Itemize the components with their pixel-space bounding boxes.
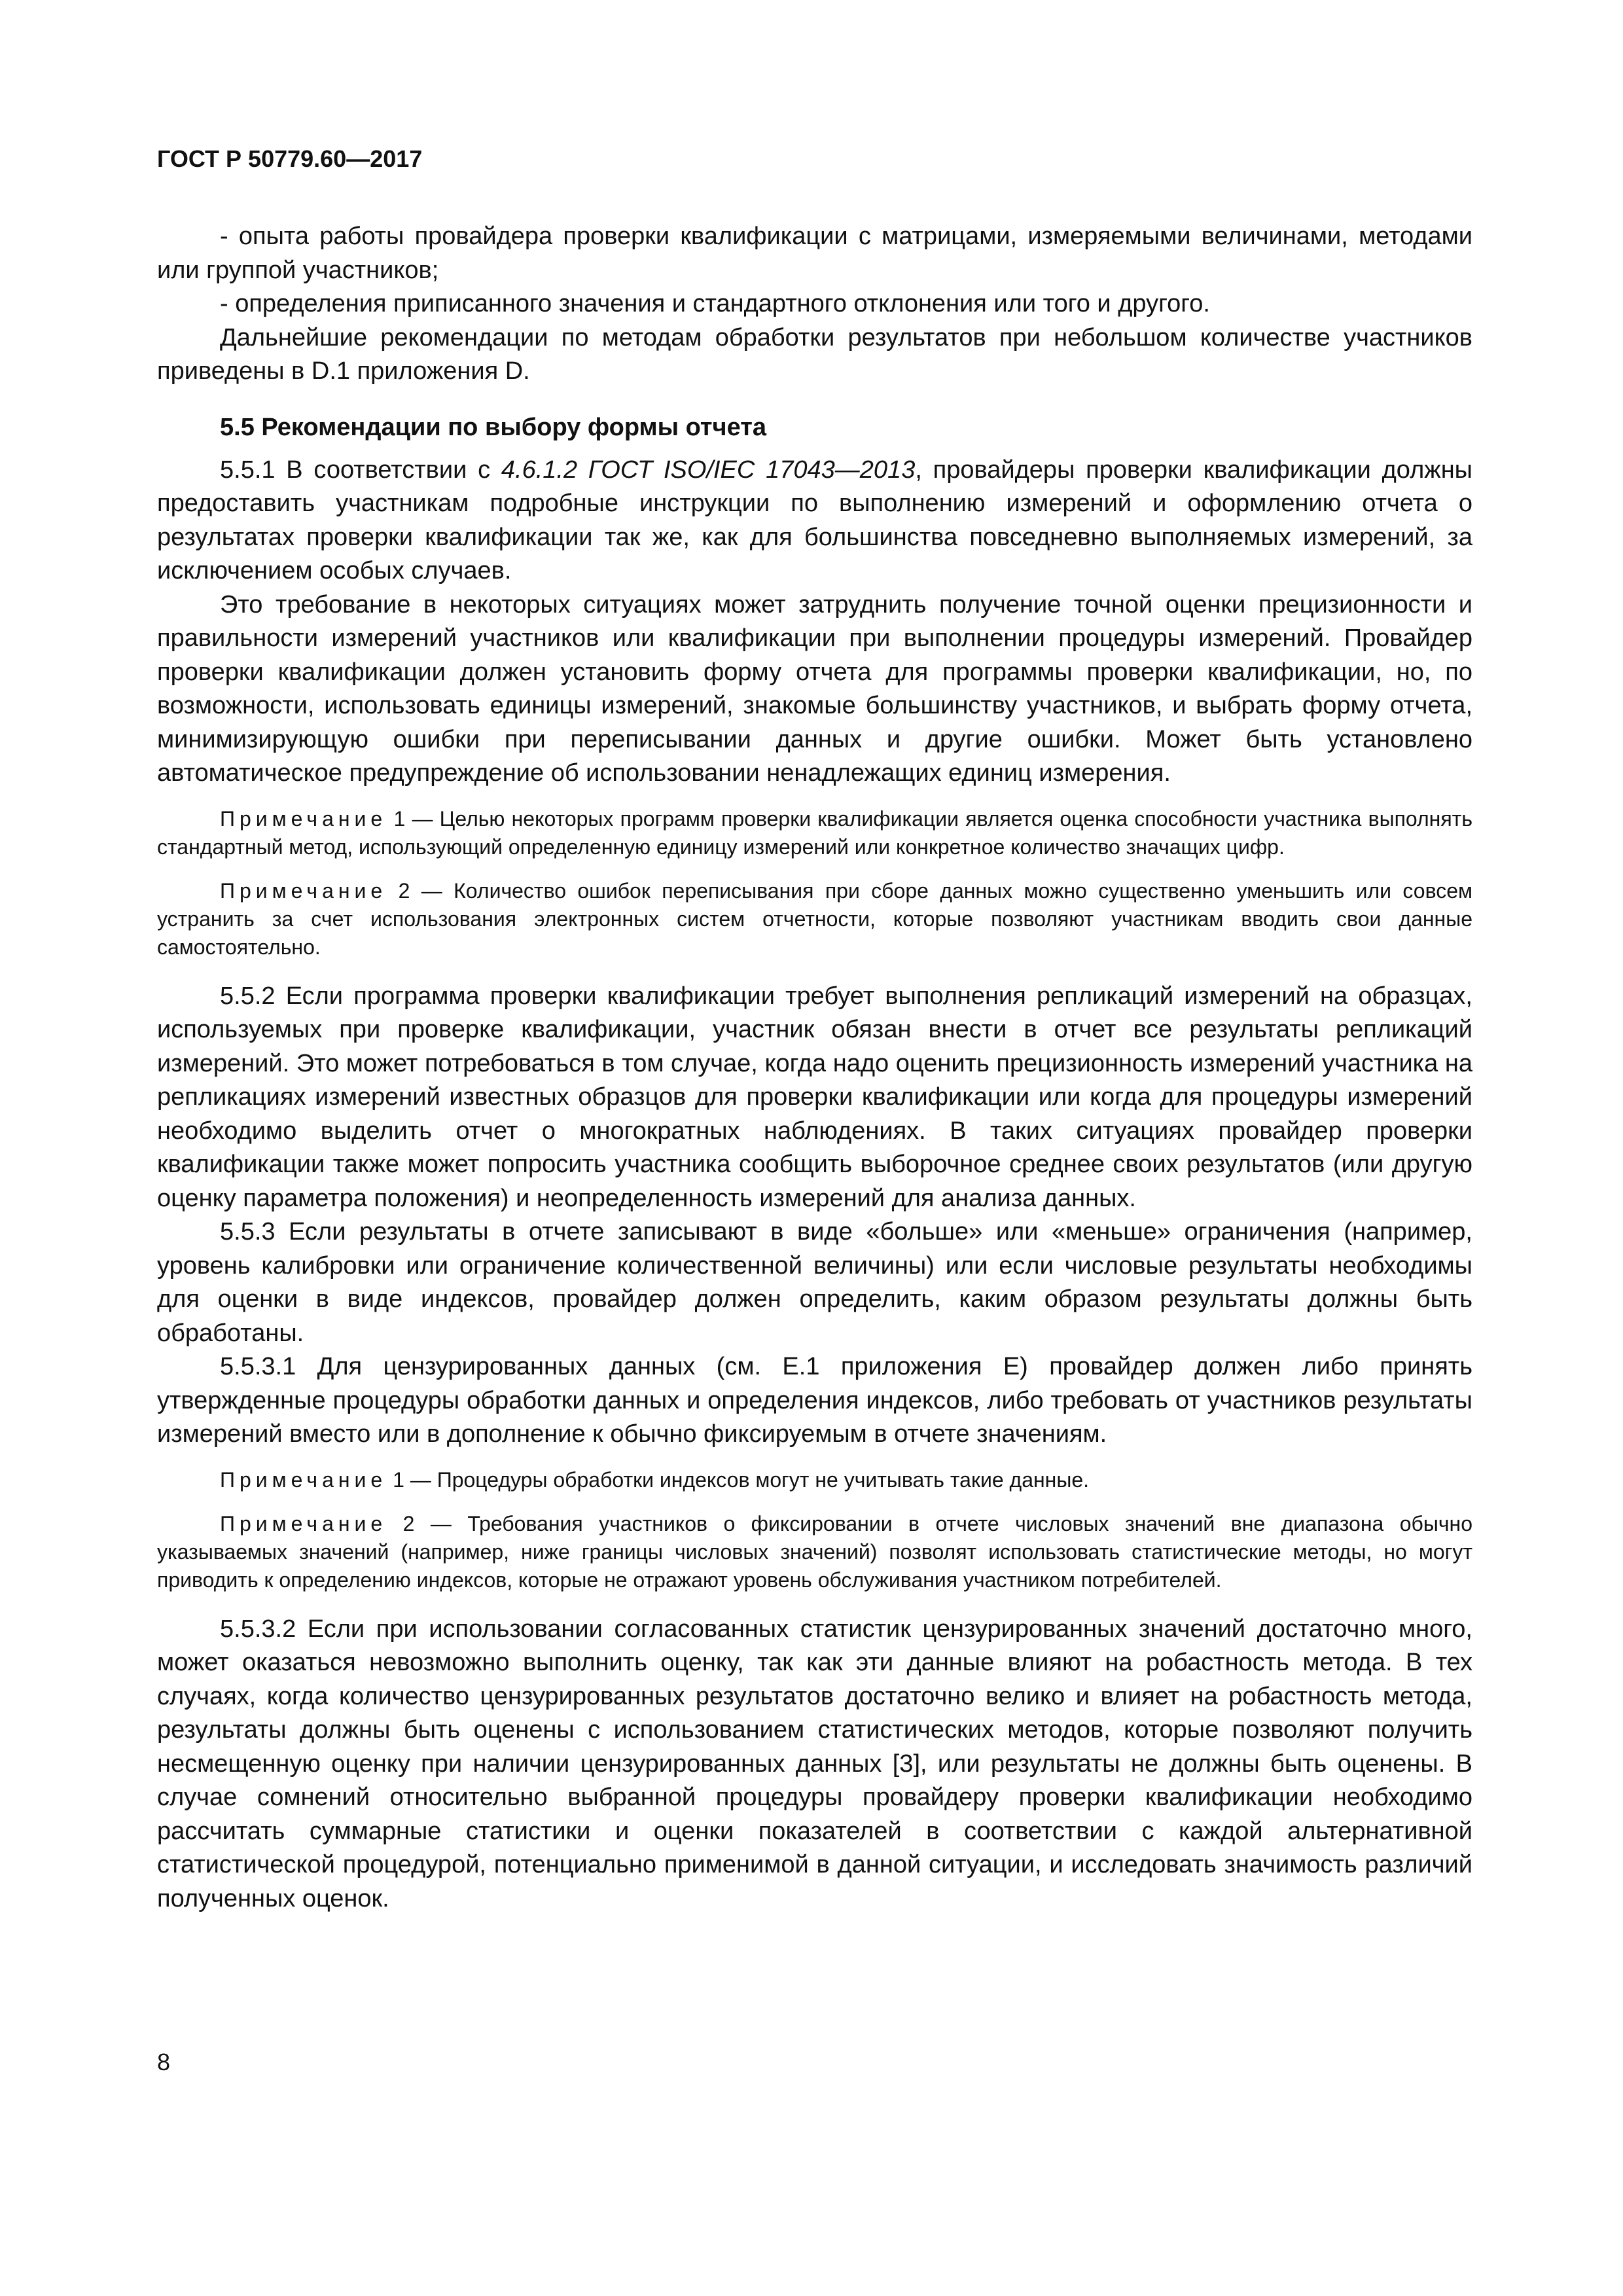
paragraph-5-5-3-1: 5.5.3.1 Для цензурированных данных (см. E.1 приложения E) провайдер должен либо принять утвержденные процедуры обработки данных и определения индексов, либо требовать от участников результаты измерений вместо или в дополнение к обычно фиксируемым в отчете значениям. xyxy=(157,1353,1472,1448)
note-label: Примечание xyxy=(220,878,387,903)
note-label: Примечание xyxy=(220,1467,387,1492)
text-5-5-1-end: , провайдеры проверки квалификации должны предоставить участникам подробные инструкции по выполнению измерений и оформлению отчета о результатах проверки квалификации так же, как для большинства повседневно выполняемых измерений, за исключением особых случаев. xyxy=(157,456,1472,584)
note-number: 2 xyxy=(402,1511,415,1535)
note-2-format xyxy=(157,877,1472,961)
note-number: 2 xyxy=(398,878,410,903)
note-number: 1 xyxy=(393,1467,404,1492)
paragraph-5-5-1-requirement: Это требование в некоторых ситуациях может затруднить получение точной оценки прецизионности и правильности измерений участников или квалификации при выполнении процедуры измерений. Провайдер проверки квалификации должен установить форму отчета для программы проверки квалификации, но, по возможности, использовать единицы измерений, знакомые большинству участников, и выбрать форму отчета, минимизирующую ошибки при переписывании данных и другие ошибки. Может быть установлено автоматическое предупреждение об использовании ненадлежащих единиц измерения. xyxy=(157,590,1472,787)
page-number: 8 xyxy=(157,2049,171,2075)
list-item-experience: - опыта работы провайдера проверки квалификации с матрицами, измеряемыми величинами, методами или группой участников; xyxy=(157,223,1472,284)
paragraph-5-5-3: 5.5.3 Если результаты в отчете записывают в виде «больше» или «меньше» ограничения (например, уровень калибровки или ограничение количественной величины) или если числовые результаты необходимы для оценки в виде индексов, провайдер должен определить, каким образом результаты должны быть обработаны. xyxy=(157,1218,1472,1347)
reference-gost-iso-iec-17043: 4.6.1.2 ГОСТ ISO/IEC 17043—2013 xyxy=(501,456,916,484)
note-2-censored xyxy=(157,1510,1472,1594)
note-label: Примечание xyxy=(220,806,387,831)
document-code: ГОСТ Р 50779.60—2017 xyxy=(157,145,423,172)
note-1-censored xyxy=(157,1466,1472,1494)
note-text: — Требования участников о фиксировании в отчете числовых значений вне диапазона обычно указываемых значений (например, ниже границы числовых значений) позволят использовать статистические методы, но могут приводить к определению индексов, которые не отражают уровень обслуживания участником потребителей. xyxy=(157,1511,1473,1592)
paragraph-5-5-3-2: 5.5.3.2 Если при использовании согласованных статистик цензурированных значений достаточно много, может оказаться невозможно выполнить оценку, так как эти данные влияют на робастность метода. В тех случаях, когда количество цензурированных результатов достаточно велико и влияет на робастность метода, результаты должны быть оценены с использованием статистических методов, которые позволяют получить несмещенную оценку при наличии цензурированных данных [3], или результаты не должны быть оценены. В случае сомнений относительно выбранной процедуры провайдеру проверки квалификации необходимо рассчитать суммарные статистики и оценки показателей в соответствии с каждой альтернативной статистической процедурой, потенциально применимой в данной ситуации, и исследовать значимость различий полученных оценок. xyxy=(157,1615,1472,1912)
list-item-assigned-value: - определения приписанного значения и стандартного отклонения или того и другого. xyxy=(220,290,1210,317)
paragraph-5-5-1 xyxy=(157,454,1472,588)
note-text: — Процедуры обработки индексов могут не учитывать такие данные. xyxy=(404,1467,1090,1492)
text-5-5-1-start: 5.5.1 В соответствии с xyxy=(220,456,501,484)
section-heading-5-5: 5.5 Рекомендации по выбору формы отчета xyxy=(220,413,766,441)
paragraph-5-5-2: 5.5.2 Если программа проверки квалификации требует выполнения репликаций измерений на образцах, используемых при проверке квалификации, участник обязан внести в отчет все результаты репликаций измерений. Это может потребоваться в том случае, когда надо оценить прецизионность измерений участника на репликациях измерений известных образцов для проверки квалификации или когда для процедуры измерений необходимо выделить отчет о многократных наблюдениях. В таких ситуациях провайдер проверки квалификации также может попросить участника сообщить выборочное среднее своих результатов (или другую оценку параметра положения) и неопределенность измерений для анализа данных. xyxy=(157,982,1472,1212)
document-page xyxy=(157,145,1472,1916)
note-text: — Количество ошибок переписывания при сборе данных можно существенно уменьшить или совсем устранить за счет использования электронных систем отчетности, которые позволяют участникам вводить свои данные самостоятельно. xyxy=(157,878,1473,959)
note-number: 1 xyxy=(393,806,406,831)
note-text: — Целью некоторых программ проверки квалификации является оценка способности участника выполнять стандартный метод, использующий определенную единицу измерений или конкретное количество значащих цифр. xyxy=(157,806,1473,859)
note-1-format xyxy=(157,805,1472,861)
paragraph-further-recommendations: Дальнейшие рекомендации по методам обработки результатов при небольшом количестве участников приведены в D.1 приложения D. xyxy=(157,323,1472,385)
note-label: Примечание xyxy=(220,1511,387,1535)
